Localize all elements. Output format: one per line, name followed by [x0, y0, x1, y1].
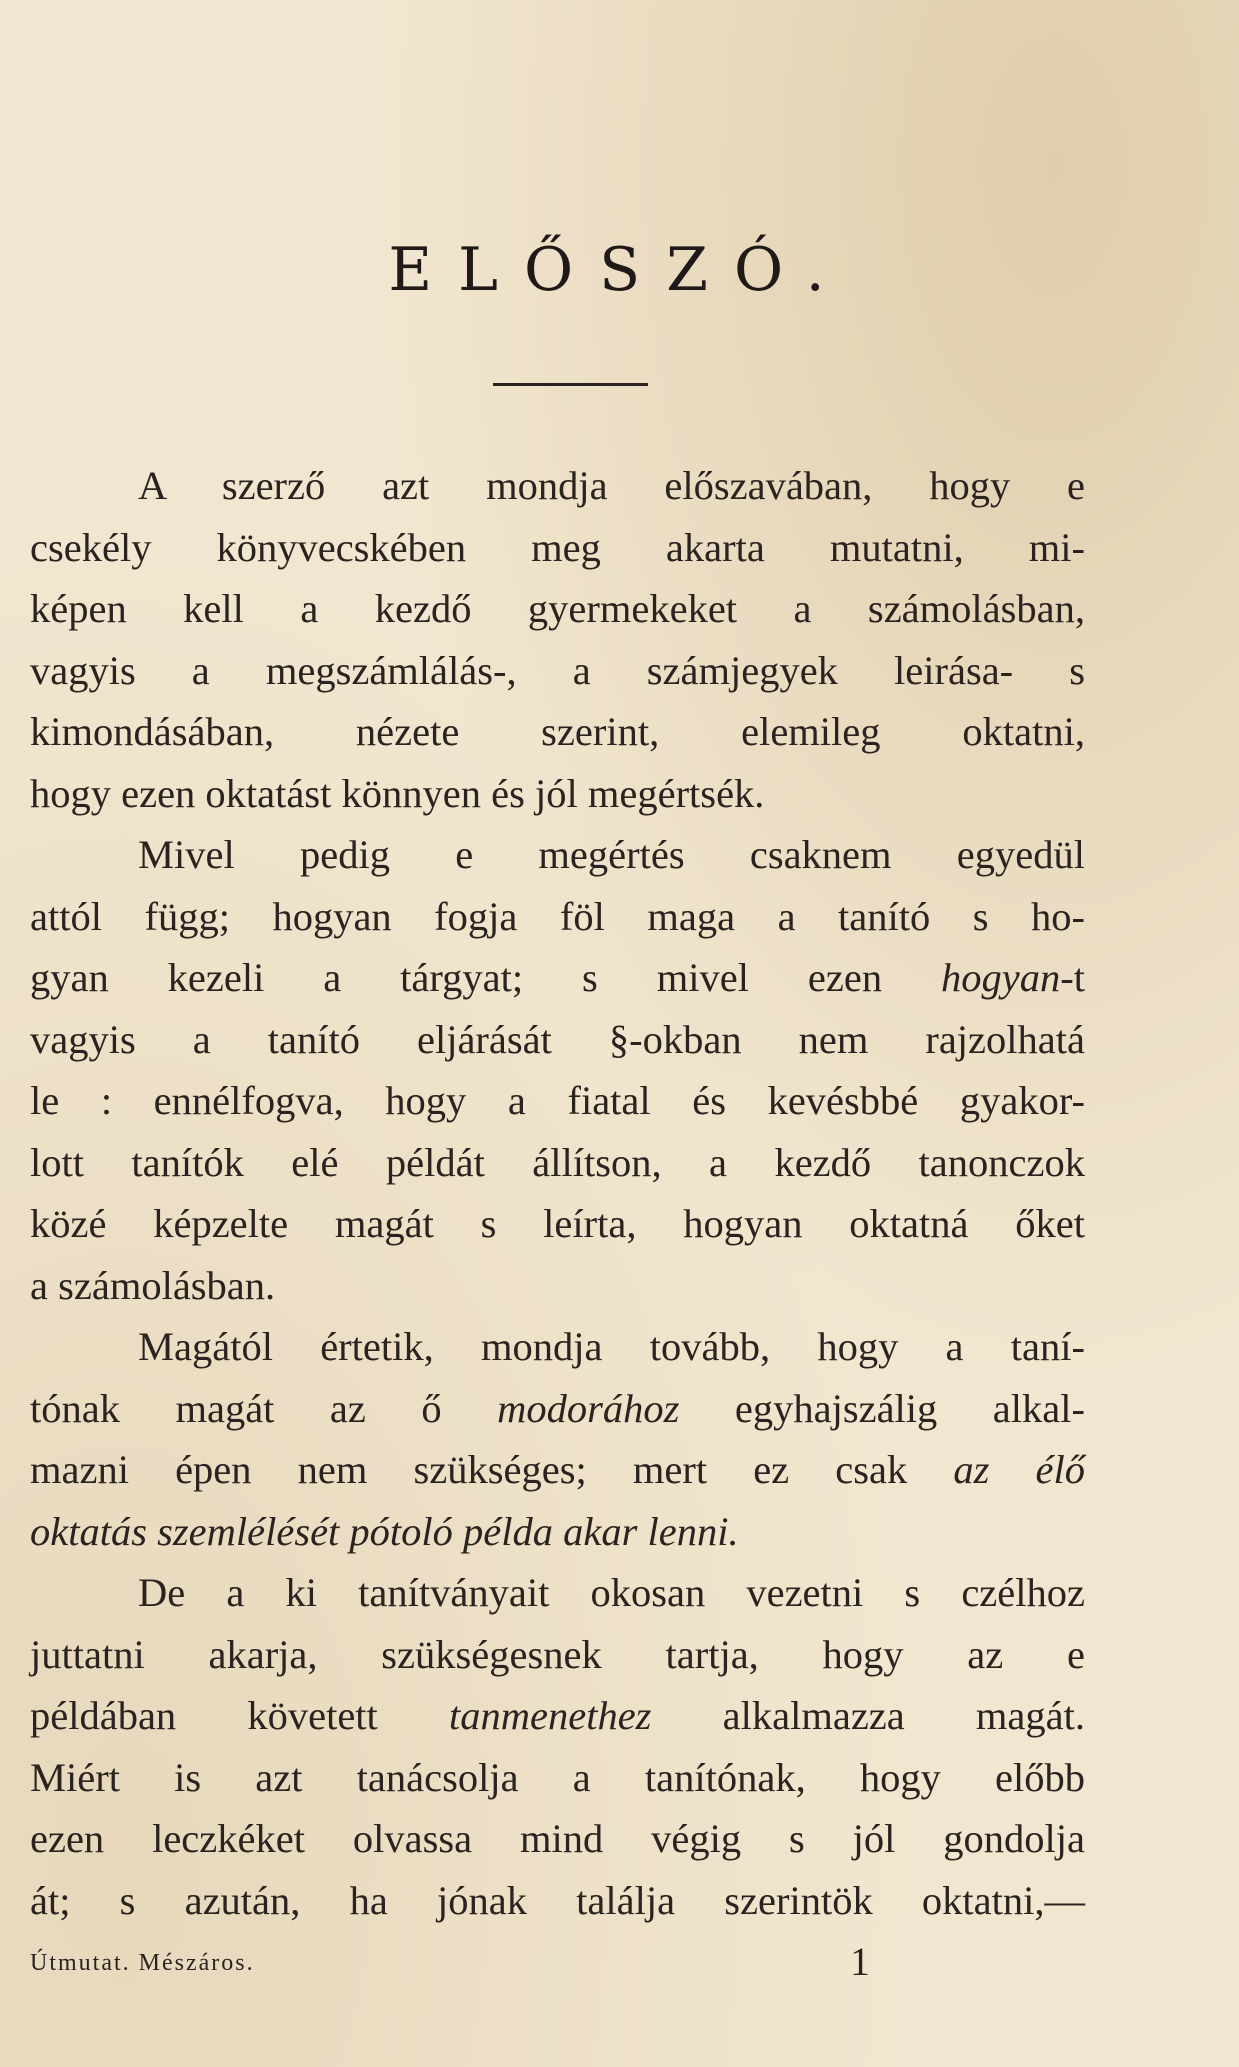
text-line: képen kell a kezdő gyermekeket a számolásban, [30, 586, 1085, 631]
text-line [30, 1501, 1085, 1563]
text-line: vagyis a tanító eljárását §-okban nem rajzolhatá [30, 1016, 1085, 1062]
text-line: kimondásában, nézete szerint, elemileg oktatni, [30, 709, 1085, 754]
italic-word: az élő [953, 1447, 1085, 1492]
text-line: a számolásban. [30, 1262, 276, 1308]
text-line: át; s azután, ha jónak találja szerintök oktatni,— [30, 1877, 1085, 1923]
text-line: közé képzelte magát s leírta, hogyan oktatná őket [30, 1201, 1085, 1246]
text-line: De a ki tanítványait okosan vezetni s czélhoz [138, 1570, 1085, 1615]
italic-word: hogyan [941, 955, 1061, 1000]
text-line: attól függ; hogyan fogja föl maga a tanító s ho- [30, 893, 1085, 939]
text-fragment: -t [1060, 955, 1085, 1000]
text-line: hogy ezen oktatást könnyen és jól megértsék. [30, 770, 765, 816]
text-line: Mivel pedig e megértés csaknem egyedül [138, 832, 1085, 877]
text-fragment: példában követett [30, 1693, 449, 1738]
text-fragment: mazni épen nem szükséges; mert ez csak [30, 1447, 954, 1492]
text-line: csekély könyvecskében meg akarta mutatni, mi- [30, 524, 1085, 570]
page-title: ELŐSZÓ. [388, 235, 851, 305]
text-line: Magától értetik, mondja tovább, hogy a taní- [138, 1324, 1085, 1369]
signature-mark: Útmutat. Mészáros. [30, 1950, 255, 1976]
text-line [30, 947, 1085, 1009]
text-line [30, 1685, 1085, 1747]
italic-line: oktatás szemlélését pótoló példa akar lenni. [30, 1508, 739, 1554]
title-divider [493, 383, 648, 386]
text-line: Miért is azt tanácsolja a tanítónak, hogy előbb [30, 1754, 1085, 1800]
preface-text [30, 455, 1085, 1931]
text-fragment: gyan kezeli a tárgyat; s mivel ezen [30, 955, 942, 1000]
text-line: lott tanítók elé példát állítson, a kezdő tanonczok [30, 1139, 1085, 1185]
text-fragment: egyhajszálig alkal- [679, 1385, 1085, 1431]
text-fragment: tónak magát az ő [30, 1385, 498, 1431]
text-line [30, 1378, 1085, 1440]
text-line: vagyis a megszámlálás-, a számjegyek leirása- s [30, 647, 1085, 693]
text-line: ezen leczkéket olvassa mind végig s jól gondolja [30, 1816, 1085, 1861]
italic-word: tanmenethez [449, 1693, 652, 1738]
text-line: A szerző azt mondja előszavában, hogy e [138, 463, 1085, 508]
page-footer [30, 1938, 1085, 1988]
text-fragment: alkalmazza magát. [651, 1693, 1085, 1738]
text-line [30, 1439, 1085, 1501]
page-number: 1 [850, 1939, 870, 1984]
italic-word: modorához [497, 1385, 680, 1431]
text-line: le : ennélfogva, hogy a fiatal és kevésbbé gyakor- [30, 1078, 1085, 1123]
text-line: juttatni akarja, szükségesnek tartja, hogy az e [30, 1631, 1085, 1677]
